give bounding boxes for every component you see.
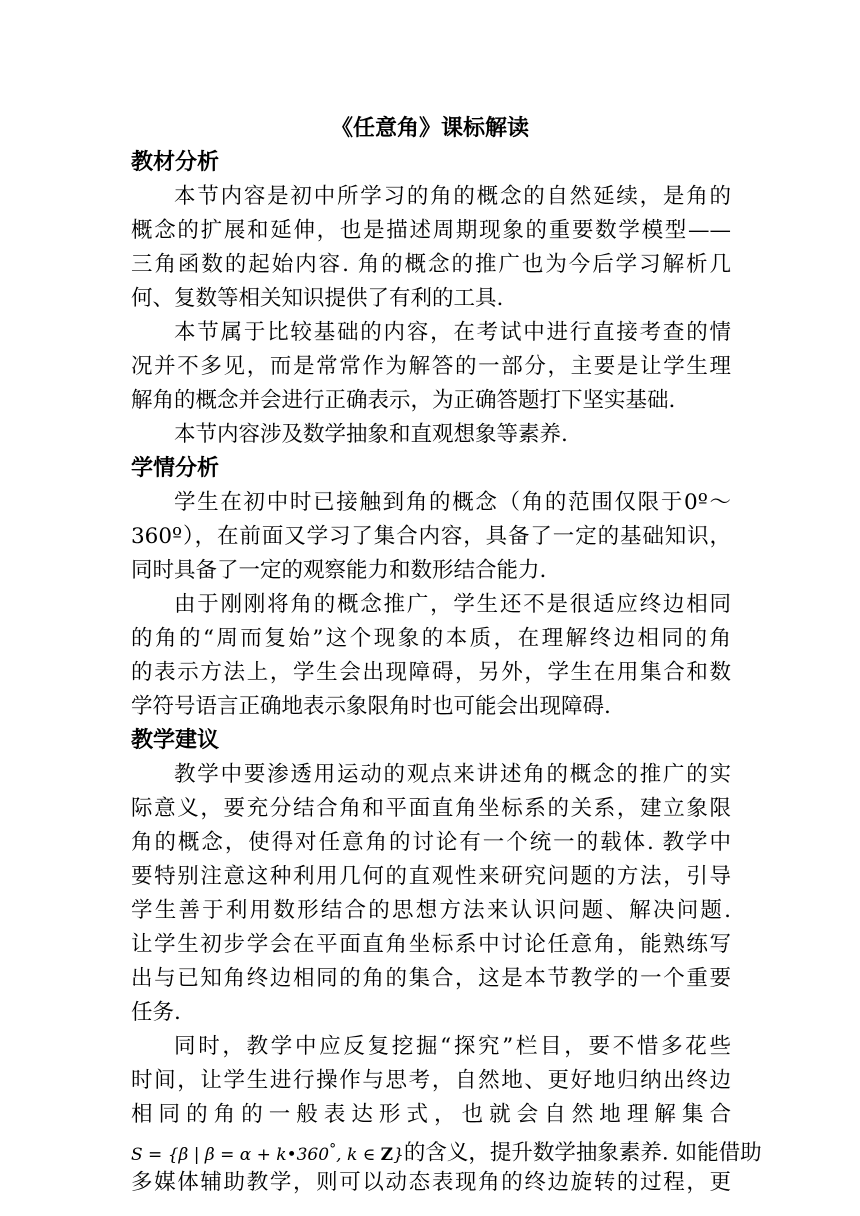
paragraph-line: 况并不多见，而是常常作为解答的一部分，主要是让学生理 — [131, 354, 731, 379]
paragraph-line: 由于刚刚将角的概念推广，学生还不是很适应终边相同 — [174, 592, 731, 617]
paragraph-line: 的角的“周而复始”这个现象的本质，在理解终边相同的角 — [131, 626, 731, 651]
paragraph-line: 际意义，要充分结合角和平面直角坐标系的关系，建立象限 — [131, 796, 731, 821]
paragraph-line: 本节内容涉及数学抽象和直观想象等素养. — [174, 422, 568, 447]
section-heading-learner-analysis: 学情分析 — [131, 456, 220, 481]
paragraph-line: 360º），在前面又学习了集合内容，具备了一定的基础知识， — [131, 524, 731, 549]
paragraph-line: 时间，让学生进行操作与思考，自然地、更好地归纳出终边 — [131, 1068, 731, 1093]
paragraph-line: 解角的概念并会进行正确表示，为正确答题打下坚实基础. — [131, 388, 676, 413]
paragraph-line: 相同的角的一般表达形式，也就会自然地理解集合 — [131, 1102, 731, 1127]
paragraph-line: 的表示方法上，学生会出现障碍，另外，学生在用集合和数 — [131, 660, 731, 685]
paragraph-line: 角的概念，使得对任意角的讨论有一个统一的载体. 教学中 — [131, 830, 731, 855]
paragraph-line: 多媒体辅助教学，则可以动态表现角的终边旋转的过程，更 — [131, 1170, 731, 1195]
paragraph-line: 三角函数的起始内容. 角的概念的推广也为今后学习解析几 — [131, 252, 731, 277]
paragraph-line: 概念的扩展和延伸，也是描述周期现象的重要数学模型—— — [131, 218, 731, 243]
paragraph-line: 同时具备了一定的观察能力和数形结合能力. — [131, 558, 547, 583]
paragraph-line: 何、复数等相关知识提供了有利的工具. — [131, 286, 504, 311]
formula-line: S = {β | β = α + k•360°, k ∈ Z}的含义，提升数学抽象素养. 如能借助 — [131, 1140, 762, 1166]
paragraph-line: 让学生初步学会在平面直角坐标系中讨论任意角，能熟练写 — [131, 932, 731, 957]
paragraph-line: 本节属于比较基础的内容，在考试中进行直接考查的情 — [174, 320, 731, 345]
paragraph-line: 学符号语言正确地表示象限角时也可能会出现障碍. — [131, 694, 611, 719]
paragraph-line: 本节内容是初中所学习的角的概念的自然延续，是角的 — [174, 184, 731, 209]
paragraph-line: 学生在初中时已接触到角的概念（角的范围仅限于0º～ — [174, 490, 731, 515]
section-heading-teaching-suggestions: 教学建议 — [131, 728, 220, 753]
document-title: 《任意角》课标解读 — [330, 116, 529, 141]
paragraph-line: 学生善于利用数形结合的思想方法来认识问题、解决问题. — [131, 898, 731, 923]
paragraph-line: 要特别注意这种利用几何的直观性来研究问题的方法，引导 — [131, 864, 731, 889]
paragraph-line: 任务. — [131, 1000, 181, 1025]
paragraph-line: 教学中要渗透用运动的观点来讲述角的概念的推广的实 — [174, 762, 731, 787]
paragraph-line: 出与已知角终边相同的角的集合，这是本节教学的一个重要 — [131, 966, 731, 991]
section-heading-textbook-analysis: 教材分析 — [131, 150, 220, 175]
paragraph-line: 同时，教学中应反复挖掘“探究”栏目，要不惜多花些 — [174, 1034, 731, 1059]
set-formula: S = {β | β = α + k•360°, k ∈ Z} — [131, 1141, 404, 1165]
